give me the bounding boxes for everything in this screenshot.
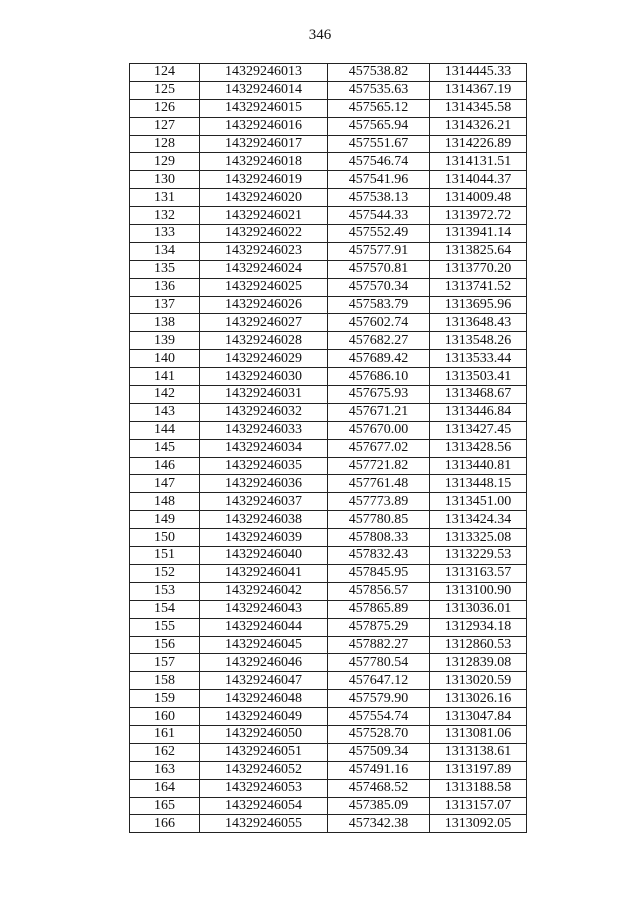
y-coordinate-cell: 1313428.56	[430, 439, 527, 457]
row-number-cell: 133	[130, 225, 200, 243]
y-coordinate-cell: 1314226.89	[430, 135, 527, 153]
table-row	[130, 189, 527, 207]
y-coordinate-cell: 1313100.90	[430, 582, 527, 600]
y-coordinate-cell: 1313197.89	[430, 761, 527, 779]
cadastral-number-cell: 14329246040	[200, 547, 328, 565]
table-row	[130, 690, 527, 708]
cadastral-number-cell: 14329246048	[200, 690, 328, 708]
x-coordinate-cell: 457682.27	[328, 332, 430, 350]
coordinates-table-body	[130, 64, 527, 833]
x-coordinate-cell: 457761.48	[328, 475, 430, 493]
row-number-cell: 153	[130, 582, 200, 600]
table-row	[130, 457, 527, 475]
cadastral-number-cell: 14329246052	[200, 761, 328, 779]
row-number-cell: 136	[130, 278, 200, 296]
row-number-cell: 129	[130, 153, 200, 171]
x-coordinate-cell: 457565.12	[328, 99, 430, 117]
table-row	[130, 761, 527, 779]
x-coordinate-cell: 457647.12	[328, 672, 430, 690]
table-row	[130, 314, 527, 332]
y-coordinate-cell: 1313081.06	[430, 725, 527, 743]
y-coordinate-cell: 1313138.61	[430, 743, 527, 761]
table-row	[130, 207, 527, 225]
row-number-cell: 160	[130, 708, 200, 726]
row-number-cell: 127	[130, 117, 200, 135]
row-number-cell: 138	[130, 314, 200, 332]
x-coordinate-cell: 457551.67	[328, 135, 430, 153]
y-coordinate-cell: 1313427.45	[430, 421, 527, 439]
table-row	[130, 654, 527, 672]
table-row	[130, 135, 527, 153]
row-number-cell: 150	[130, 529, 200, 547]
table-row	[130, 225, 527, 243]
table-row	[130, 439, 527, 457]
table-row	[130, 797, 527, 815]
cadastral-number-cell: 14329246030	[200, 368, 328, 386]
table-row	[130, 815, 527, 833]
x-coordinate-cell: 457808.33	[328, 529, 430, 547]
row-number-cell: 145	[130, 439, 200, 457]
cadastral-number-cell: 14329246032	[200, 403, 328, 421]
table-row	[130, 493, 527, 511]
cadastral-number-cell: 14329246044	[200, 618, 328, 636]
cadastral-number-cell: 14329246033	[200, 421, 328, 439]
y-coordinate-cell: 1313451.00	[430, 493, 527, 511]
y-coordinate-cell: 1314326.21	[430, 117, 527, 135]
cadastral-number-cell: 14329246050	[200, 725, 328, 743]
row-number-cell: 139	[130, 332, 200, 350]
table-row	[130, 81, 527, 99]
row-number-cell: 137	[130, 296, 200, 314]
cadastral-number-cell: 14329246042	[200, 582, 328, 600]
row-number-cell: 163	[130, 761, 200, 779]
y-coordinate-cell: 1313448.15	[430, 475, 527, 493]
table-row	[130, 618, 527, 636]
cadastral-number-cell: 14329246039	[200, 529, 328, 547]
x-coordinate-cell: 457583.79	[328, 296, 430, 314]
cadastral-number-cell: 14329246013	[200, 64, 328, 82]
cadastral-number-cell: 14329246043	[200, 600, 328, 618]
cadastral-number-cell: 14329246014	[200, 81, 328, 99]
cadastral-number-cell: 14329246054	[200, 797, 328, 815]
cadastral-number-cell: 14329246019	[200, 171, 328, 189]
x-coordinate-cell: 457528.70	[328, 725, 430, 743]
table-row	[130, 511, 527, 529]
x-coordinate-cell: 457554.74	[328, 708, 430, 726]
x-coordinate-cell: 457509.34	[328, 743, 430, 761]
row-number-cell: 126	[130, 99, 200, 117]
y-coordinate-cell: 1313825.64	[430, 242, 527, 260]
x-coordinate-cell: 457535.63	[328, 81, 430, 99]
y-coordinate-cell: 1313229.53	[430, 547, 527, 565]
table-row	[130, 475, 527, 493]
y-coordinate-cell: 1313648.43	[430, 314, 527, 332]
table-row	[130, 636, 527, 654]
row-number-cell: 149	[130, 511, 200, 529]
row-number-cell: 165	[130, 797, 200, 815]
y-coordinate-cell: 1312934.18	[430, 618, 527, 636]
x-coordinate-cell: 457721.82	[328, 457, 430, 475]
row-number-cell: 141	[130, 368, 200, 386]
y-coordinate-cell: 1313020.59	[430, 672, 527, 690]
y-coordinate-cell: 1313047.84	[430, 708, 527, 726]
y-coordinate-cell: 1313468.67	[430, 386, 527, 404]
y-coordinate-cell: 1313972.72	[430, 207, 527, 225]
row-number-cell: 140	[130, 350, 200, 368]
x-coordinate-cell: 457544.33	[328, 207, 430, 225]
cadastral-number-cell: 14329246041	[200, 564, 328, 582]
row-number-cell: 152	[130, 564, 200, 582]
cadastral-number-cell: 14329246023	[200, 242, 328, 260]
cadastral-number-cell: 14329246017	[200, 135, 328, 153]
row-number-cell: 131	[130, 189, 200, 207]
x-coordinate-cell: 457491.16	[328, 761, 430, 779]
cadastral-number-cell: 14329246055	[200, 815, 328, 833]
y-coordinate-cell: 1313770.20	[430, 260, 527, 278]
cadastral-number-cell: 14329246051	[200, 743, 328, 761]
row-number-cell: 156	[130, 636, 200, 654]
table-row	[130, 117, 527, 135]
table-row	[130, 600, 527, 618]
cadastral-number-cell: 14329246025	[200, 278, 328, 296]
row-number-cell: 124	[130, 64, 200, 82]
x-coordinate-cell: 457670.00	[328, 421, 430, 439]
row-number-cell: 159	[130, 690, 200, 708]
y-coordinate-cell: 1313941.14	[430, 225, 527, 243]
x-coordinate-cell: 457865.89	[328, 600, 430, 618]
x-coordinate-cell: 457675.93	[328, 386, 430, 404]
cadastral-number-cell: 14329246049	[200, 708, 328, 726]
row-number-cell: 161	[130, 725, 200, 743]
table-row	[130, 529, 527, 547]
cadastral-number-cell: 14329246029	[200, 350, 328, 368]
y-coordinate-cell: 1313503.41	[430, 368, 527, 386]
cadastral-number-cell: 14329246022	[200, 225, 328, 243]
x-coordinate-cell: 457552.49	[328, 225, 430, 243]
table-row	[130, 153, 527, 171]
coordinates-table	[129, 63, 527, 833]
y-coordinate-cell: 1313695.96	[430, 296, 527, 314]
row-number-cell: 154	[130, 600, 200, 618]
table-row	[130, 779, 527, 797]
table-row	[130, 708, 527, 726]
cadastral-number-cell: 14329246027	[200, 314, 328, 332]
x-coordinate-cell: 457845.95	[328, 564, 430, 582]
y-coordinate-cell: 1314044.37	[430, 171, 527, 189]
y-coordinate-cell: 1313424.34	[430, 511, 527, 529]
row-number-cell: 132	[130, 207, 200, 225]
row-number-cell: 151	[130, 547, 200, 565]
row-number-cell: 166	[130, 815, 200, 833]
row-number-cell: 157	[130, 654, 200, 672]
x-coordinate-cell: 457689.42	[328, 350, 430, 368]
cadastral-number-cell: 14329246037	[200, 493, 328, 511]
x-coordinate-cell: 457579.90	[328, 690, 430, 708]
table-row	[130, 296, 527, 314]
y-coordinate-cell: 1314345.58	[430, 99, 527, 117]
table-row	[130, 421, 527, 439]
table-row	[130, 582, 527, 600]
row-number-cell: 142	[130, 386, 200, 404]
x-coordinate-cell: 457570.34	[328, 278, 430, 296]
x-coordinate-cell: 457538.82	[328, 64, 430, 82]
cadastral-number-cell: 14329246031	[200, 386, 328, 404]
cadastral-number-cell: 14329246034	[200, 439, 328, 457]
table-row	[130, 547, 527, 565]
cadastral-number-cell: 14329246018	[200, 153, 328, 171]
y-coordinate-cell: 1313440.81	[430, 457, 527, 475]
row-number-cell: 146	[130, 457, 200, 475]
row-number-cell: 158	[130, 672, 200, 690]
x-coordinate-cell: 457577.91	[328, 242, 430, 260]
table-row	[130, 368, 527, 386]
x-coordinate-cell: 457856.57	[328, 582, 430, 600]
cadastral-number-cell: 14329246024	[200, 260, 328, 278]
table-row	[130, 725, 527, 743]
cadastral-number-cell: 14329246016	[200, 117, 328, 135]
y-coordinate-cell: 1313741.52	[430, 278, 527, 296]
y-coordinate-cell: 1314131.51	[430, 153, 527, 171]
row-number-cell: 162	[130, 743, 200, 761]
table-row	[130, 278, 527, 296]
x-coordinate-cell: 457677.02	[328, 439, 430, 457]
table-row	[130, 743, 527, 761]
cadastral-number-cell: 14329246028	[200, 332, 328, 350]
y-coordinate-cell: 1313157.07	[430, 797, 527, 815]
row-number-cell: 164	[130, 779, 200, 797]
y-coordinate-cell: 1314367.19	[430, 81, 527, 99]
y-coordinate-cell: 1313533.44	[430, 350, 527, 368]
row-number-cell: 135	[130, 260, 200, 278]
y-coordinate-cell: 1312839.08	[430, 654, 527, 672]
x-coordinate-cell: 457342.38	[328, 815, 430, 833]
table-row	[130, 672, 527, 690]
table-row	[130, 564, 527, 582]
y-coordinate-cell: 1314445.33	[430, 64, 527, 82]
x-coordinate-cell: 457541.96	[328, 171, 430, 189]
cadastral-number-cell: 14329246035	[200, 457, 328, 475]
x-coordinate-cell: 457671.21	[328, 403, 430, 421]
x-coordinate-cell: 457385.09	[328, 797, 430, 815]
cadastral-number-cell: 14329246053	[200, 779, 328, 797]
row-number-cell: 148	[130, 493, 200, 511]
table-row	[130, 403, 527, 421]
row-number-cell: 125	[130, 81, 200, 99]
cadastral-number-cell: 14329246046	[200, 654, 328, 672]
row-number-cell: 155	[130, 618, 200, 636]
cadastral-number-cell: 14329246021	[200, 207, 328, 225]
cadastral-number-cell: 14329246020	[200, 189, 328, 207]
cadastral-number-cell: 14329246045	[200, 636, 328, 654]
y-coordinate-cell: 1313446.84	[430, 403, 527, 421]
table-row	[130, 260, 527, 278]
x-coordinate-cell: 457875.29	[328, 618, 430, 636]
row-number-cell: 144	[130, 421, 200, 439]
x-coordinate-cell: 457570.81	[328, 260, 430, 278]
table-row	[130, 386, 527, 404]
x-coordinate-cell: 457686.10	[328, 368, 430, 386]
cadastral-number-cell: 14329246047	[200, 672, 328, 690]
x-coordinate-cell: 457538.13	[328, 189, 430, 207]
cadastral-number-cell: 14329246036	[200, 475, 328, 493]
row-number-cell: 134	[130, 242, 200, 260]
y-coordinate-cell: 1313036.01	[430, 600, 527, 618]
table-row	[130, 350, 527, 368]
y-coordinate-cell: 1313188.58	[430, 779, 527, 797]
table-row	[130, 171, 527, 189]
x-coordinate-cell: 457832.43	[328, 547, 430, 565]
x-coordinate-cell: 457546.74	[328, 153, 430, 171]
y-coordinate-cell: 1313325.08	[430, 529, 527, 547]
y-coordinate-cell: 1314009.48	[430, 189, 527, 207]
cadastral-number-cell: 14329246038	[200, 511, 328, 529]
page-number: 346	[308, 27, 332, 43]
table-row	[130, 64, 527, 82]
table-row	[130, 332, 527, 350]
row-number-cell: 128	[130, 135, 200, 153]
row-number-cell: 143	[130, 403, 200, 421]
table-row	[130, 99, 527, 117]
cadastral-number-cell: 14329246015	[200, 99, 328, 117]
y-coordinate-cell: 1312860.53	[430, 636, 527, 654]
row-number-cell: 147	[130, 475, 200, 493]
x-coordinate-cell: 457882.27	[328, 636, 430, 654]
cadastral-number-cell: 14329246026	[200, 296, 328, 314]
x-coordinate-cell: 457565.94	[328, 117, 430, 135]
table-row	[130, 242, 527, 260]
y-coordinate-cell: 1313548.26	[430, 332, 527, 350]
x-coordinate-cell: 457468.52	[328, 779, 430, 797]
x-coordinate-cell: 457602.74	[328, 314, 430, 332]
y-coordinate-cell: 1313092.05	[430, 815, 527, 833]
y-coordinate-cell: 1313163.57	[430, 564, 527, 582]
x-coordinate-cell: 457780.85	[328, 511, 430, 529]
y-coordinate-cell: 1313026.16	[430, 690, 527, 708]
row-number-cell: 130	[130, 171, 200, 189]
x-coordinate-cell: 457780.54	[328, 654, 430, 672]
x-coordinate-cell: 457773.89	[328, 493, 430, 511]
